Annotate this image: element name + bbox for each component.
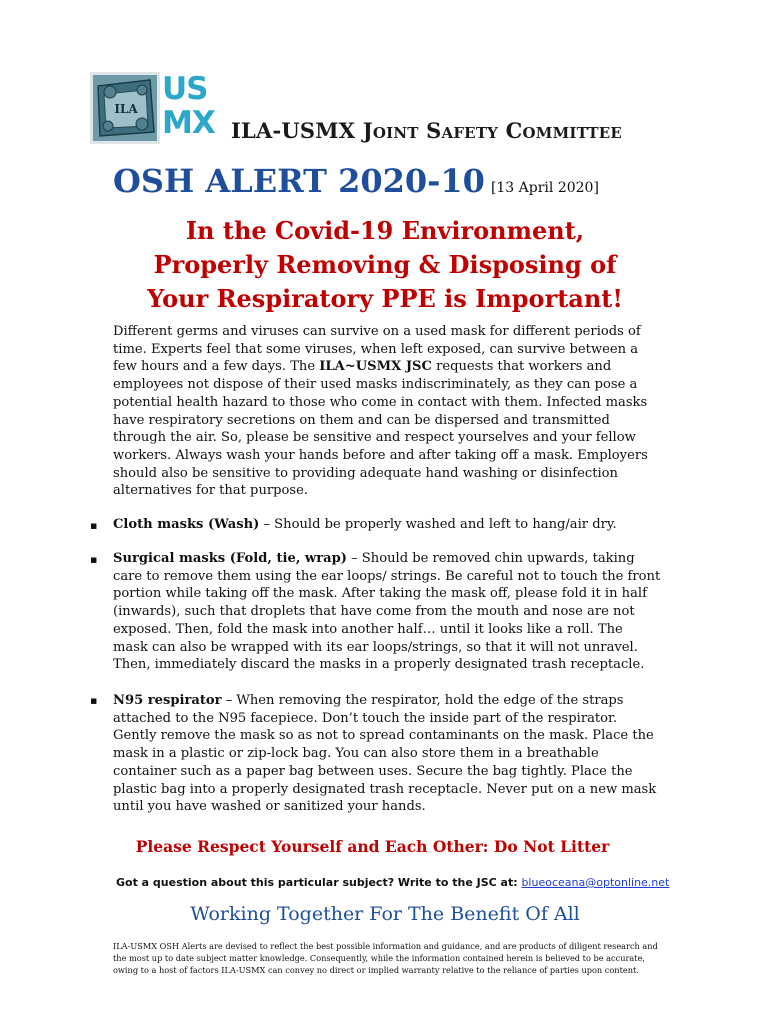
- question-line: [116, 876, 669, 889]
- alert-number: OSH ALERT 2020-10: [113, 162, 485, 200]
- logo: [90, 72, 224, 144]
- list-item-cloth-masks: [113, 516, 661, 534]
- list-item-title: N95 respirator: [113, 693, 222, 708]
- contact-email-link[interactable]: blueoceana@optonline.net: [521, 876, 670, 889]
- intro-paragraph: [113, 323, 661, 500]
- usmx-logo: [162, 72, 224, 144]
- headline-line-1: In the Covid-19 Environment,: [185, 216, 585, 245]
- disclaimer: ILA-USMX OSH Alerts are devised to reflect the best possible information and guidance, and are products of diligent research and the most up to date subject matter knowledge. Consequently, while the information contained herein is believed to be accurate, owing to a host of factors ILA-USMX can convey no direct or implied warranty relative to the reliance of parties upon content.: [113, 941, 658, 975]
- committee-title: ILA-USMX Joint Safety Committee: [231, 118, 623, 143]
- list-item-title: Cloth masks (Wash): [113, 517, 260, 532]
- usmx-logo-line2: MX: [162, 105, 215, 141]
- ila-logo-text: ILA: [114, 102, 138, 116]
- slogan: Working Together For The Benefit Of All: [190, 903, 580, 925]
- list-item-title: Surgical masks (Fold, tie, wrap): [113, 551, 347, 566]
- intro-text-2: requests that workers and employees not dispose of their used masks indiscriminately, as they can pose a potential health hazard to those who come in contact with them. Infected masks have respiratory secretions on them and can be dispersed and transmitted through the air. So, please be sensitive and respect yourselves and your fellow workers. Always wash your hands before and after taking off a mask. Employers should also be sensitive to providing adequate hand washing or disinfection alternatives for that purpose.: [113, 359, 648, 499]
- alert-title: [113, 162, 599, 200]
- list-item-text: – When removing the respirator, hold the edge of the straps attached to the N95 facepiece. Don’t touch the inside part of the respirator. Gently remove the mask so as not to spread contaminants on the mask. Place the mask in a plastic or zip-lock bag. You can also store them in a breathable container such as a paper bag between uses. Secure the bag tightly. Place the plastic bag into a properly designated trash receptacle. Never put on a new mask until you have washed or sanitized your hands.: [113, 693, 657, 815]
- intro-text-1: Different germs and viruses can survive on a used mask for different periods of time. Experts feel that some viruses, when left exposed, can survive between a few hours and a few days. The: [113, 324, 641, 375]
- bullet-icon: ▪: [90, 694, 98, 707]
- list-item-n95-respirator: [113, 692, 661, 816]
- list-item-text: – Should be removed chin upwards, taking care to remove them using the ear loops/ strings. Be careful not to touch the front portion while taking off the mask. After taking the mask off, please fold it in half (inwards), such that droplets that have come from the mouth and nose are not exposed. Then, fold the mask into another half… until it looks like a roll. The mask can also be wrapped with its ear loops/strings, so that it will not unravel. Then, immediately discard the masks in a properly designated trash receptacle.: [113, 551, 661, 673]
- ila-seal-logo: [90, 72, 160, 144]
- list-item-surgical-masks: [113, 550, 661, 674]
- intro-bold: ILA~USMX JSC: [319, 359, 432, 375]
- headline-line-3: Your Respiratory PPE is Important!: [147, 284, 623, 313]
- headline: [80, 214, 690, 316]
- alert-date: [13 April 2020]: [490, 179, 599, 196]
- question-text: Got a question about this particular subject? Write to the JSC at:: [116, 876, 522, 889]
- usmx-logo-line1: US: [162, 71, 208, 107]
- bullet-icon: ▪: [90, 519, 98, 532]
- respect-message: Please Respect Yourself and Each Other: Do Not Litter: [135, 837, 610, 856]
- list-item-text: – Should be properly washed and left to hang/air dry.: [259, 517, 617, 532]
- bullet-icon: ▪: [90, 553, 98, 566]
- headline-line-2: Properly Removing & Disposing of: [153, 250, 617, 279]
